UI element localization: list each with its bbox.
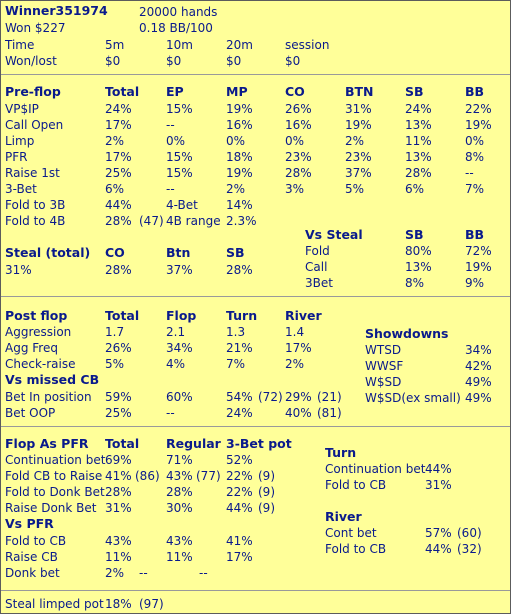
vs-steal-col-sb: SB bbox=[405, 227, 424, 242]
postflop-col-flop: Flop bbox=[166, 308, 197, 323]
fold-cb-raise-3bet: 22% bbox=[226, 469, 253, 483]
steal-limped-count: (97) bbox=[139, 597, 164, 611]
preflop-row-label: VP$IP bbox=[5, 102, 39, 116]
preflop-row-label: Limp bbox=[5, 134, 35, 148]
raise-donk-3bet: 44% bbox=[226, 501, 253, 515]
aggression-river: 1.4 bbox=[285, 325, 305, 339]
agg-freq-total: 26% bbox=[105, 341, 132, 355]
four-bet-value: 14% bbox=[226, 198, 253, 212]
divider bbox=[1, 74, 510, 75]
raise-cb-total: 11% bbox=[105, 550, 132, 564]
fold-cb-raise-regular: 43% bbox=[166, 469, 193, 483]
cbet-total: 69% bbox=[105, 453, 132, 467]
player-name: Winner351974 bbox=[5, 3, 108, 18]
raise-cb-regular: 11% bbox=[166, 550, 193, 564]
bb-per-100: 0.18 BB/100 bbox=[139, 21, 213, 35]
cbet-regular: 71% bbox=[166, 453, 193, 467]
fold-to-4b-label: Fold to 4B bbox=[5, 214, 66, 228]
preflop-row-total: 17% bbox=[105, 118, 132, 132]
four-bet-range-label: 4B range bbox=[166, 214, 221, 228]
bet-oop-total: 25% bbox=[105, 406, 132, 420]
aggression-flop: 2.1 bbox=[166, 325, 186, 339]
preflop-row-mp: 19% bbox=[226, 166, 253, 180]
fold-cb-raise-3bet-count: (9) bbox=[258, 469, 275, 483]
preflop-row-bb: 8% bbox=[465, 150, 485, 164]
preflop-col-btn: BTN bbox=[345, 84, 374, 99]
vs-steal-call-sb: 13% bbox=[405, 260, 432, 274]
fold-to-4b-count: (47) bbox=[139, 214, 164, 228]
fold-donk-3bet-count: (9) bbox=[258, 485, 275, 499]
divider bbox=[1, 590, 510, 591]
steal-co-value: 28% bbox=[105, 263, 132, 277]
steal-limped-value: 18% bbox=[105, 597, 132, 611]
vs-steal-3bet-sb: 8% bbox=[405, 276, 425, 290]
vs-missed-cb-title: Vs missed CB bbox=[5, 372, 100, 387]
preflop-row-co: 26% bbox=[285, 102, 312, 116]
preflop-row-co: 28% bbox=[285, 166, 312, 180]
time-label: Time bbox=[5, 38, 35, 52]
bet-ip-turn-count: (72) bbox=[258, 390, 283, 404]
preflop-row-ep: -- bbox=[166, 118, 175, 132]
aggression-total: 1.7 bbox=[105, 325, 125, 339]
steal-col-btn: Btn bbox=[166, 245, 191, 260]
bet-ip-total: 59% bbox=[105, 390, 132, 404]
vs-steal-3bet-label: 3Bet bbox=[305, 276, 333, 290]
river-fold-cb-count: (32) bbox=[457, 542, 482, 556]
check-raise-flop: 4% bbox=[166, 357, 186, 371]
preflop-row-bb: 22% bbox=[465, 102, 492, 116]
preflop-row-mp: 2% bbox=[226, 182, 246, 196]
river-cont-bet-value: 57% bbox=[425, 526, 452, 540]
agg-freq-turn: 21% bbox=[226, 341, 253, 355]
fold-to-3b-value: 44% bbox=[105, 198, 132, 212]
preflop-row-ep: -- bbox=[166, 182, 175, 196]
river-fold-cb-label: Fold to CB bbox=[325, 542, 387, 556]
preflop-row-co: 23% bbox=[285, 150, 312, 164]
preflop-col-ep: EP bbox=[166, 84, 184, 99]
river-title: River bbox=[325, 509, 362, 524]
steal-btn-value: 37% bbox=[166, 263, 193, 277]
hands-count: 20000 hands bbox=[139, 5, 218, 19]
check-raise-total: 5% bbox=[105, 357, 125, 371]
preflop-col-total: Total bbox=[105, 84, 140, 99]
preflop-row-ep: 15% bbox=[166, 166, 193, 180]
fold-donk-3bet: 22% bbox=[226, 485, 253, 499]
time-col-20m: 20m bbox=[226, 38, 253, 52]
agg-freq-river: 17% bbox=[285, 341, 312, 355]
preflop-row-label: PFR bbox=[5, 150, 28, 164]
vs-steal-col-bb: BB bbox=[465, 227, 485, 242]
fold-donk-label: Fold to Donk Bet bbox=[5, 485, 105, 499]
raise-donk-3bet-count: (9) bbox=[258, 501, 275, 515]
fold-to-cb-regular: 43% bbox=[166, 534, 193, 548]
steal-col-co: CO bbox=[105, 245, 125, 260]
fold-cb-raise-total-count: (86) bbox=[135, 469, 160, 483]
divider bbox=[1, 296, 510, 297]
fold-cb-raise-regular-count: (77) bbox=[196, 469, 221, 483]
preflop-row-bb: 19% bbox=[465, 118, 492, 132]
postflop-col-turn: Turn bbox=[226, 308, 258, 323]
raise-cb-label: Raise CB bbox=[5, 550, 58, 564]
steal-title: Steal (total) bbox=[5, 245, 91, 260]
fold-donk-total: 28% bbox=[105, 485, 132, 499]
postflop-title: Post flop bbox=[5, 308, 68, 323]
preflop-row-sb: 24% bbox=[405, 102, 432, 116]
preflop-row-total: 25% bbox=[105, 166, 132, 180]
fold-to-4b-value: 28% bbox=[105, 214, 132, 228]
check-raise-label: Check-raise bbox=[5, 357, 76, 371]
bet-oop-label: Bet OOP bbox=[5, 406, 56, 420]
preflop-row-label: Raise 1st bbox=[5, 166, 60, 180]
river-cont-bet-count: (60) bbox=[457, 526, 482, 540]
preflop-row-btn: 37% bbox=[345, 166, 372, 180]
four-bet-range-value: 2.3% bbox=[226, 214, 257, 228]
raise-cb-3bet: 17% bbox=[226, 550, 253, 564]
divider bbox=[1, 426, 510, 427]
preflop-row-total: 6% bbox=[105, 182, 125, 196]
steal-limped-label: Steal limped pot bbox=[5, 597, 104, 611]
flop-pfr-col-total: Total bbox=[105, 436, 140, 451]
bet-ip-flop: 60% bbox=[166, 390, 193, 404]
postflop-col-river: River bbox=[285, 308, 322, 323]
turn-title: Turn bbox=[325, 445, 357, 460]
bet-oop-flop: -- bbox=[166, 406, 175, 420]
preflop-row-total: 17% bbox=[105, 150, 132, 164]
preflop-col-mp: MP bbox=[226, 84, 248, 99]
preflop-row-bb: 0% bbox=[465, 134, 485, 148]
aggression-turn: 1.3 bbox=[226, 325, 246, 339]
preflop-row-co: 16% bbox=[285, 118, 312, 132]
preflop-row-mp: 16% bbox=[226, 118, 253, 132]
river-cont-bet-label: Cont bet bbox=[325, 526, 377, 540]
wonlost-session: $0 bbox=[285, 54, 301, 68]
preflop-col-bb: BB bbox=[465, 84, 485, 99]
preflop-col-co: CO bbox=[285, 84, 305, 99]
time-col-5m: 5m bbox=[105, 38, 125, 52]
preflop-row-ep: 15% bbox=[166, 150, 193, 164]
vs-steal-call-bb: 19% bbox=[465, 260, 492, 274]
bet-ip-river-count: (21) bbox=[317, 390, 342, 404]
vs-steal-3bet-bb: 9% bbox=[465, 276, 485, 290]
preflop-row-total: 24% bbox=[105, 102, 132, 116]
preflop-row-co: 3% bbox=[285, 182, 305, 196]
fold-to-cb-label: Fold to CB bbox=[5, 534, 67, 548]
preflop-row-sb: 6% bbox=[405, 182, 425, 196]
wtsd-value: 34% bbox=[465, 343, 492, 357]
flop-pfr-col-regular: Regular bbox=[166, 436, 221, 451]
agg-freq-flop: 34% bbox=[166, 341, 193, 355]
preflop-row-mp: 19% bbox=[226, 102, 253, 116]
fold-donk-regular: 28% bbox=[166, 485, 193, 499]
preflop-row-co: 0% bbox=[285, 134, 305, 148]
preflop-row-btn: 23% bbox=[345, 150, 372, 164]
preflop-row-ep: 0% bbox=[166, 134, 186, 148]
vs-steal-fold-label: Fold bbox=[305, 244, 330, 258]
preflop-row-sb: 11% bbox=[405, 134, 432, 148]
preflop-row-bb: 7% bbox=[465, 182, 485, 196]
preflop-row-btn: 5% bbox=[345, 182, 365, 196]
turn-cbet-label: Continuation bet bbox=[325, 462, 426, 476]
preflop-row-mp: 0% bbox=[226, 134, 246, 148]
wonlost-20m: $0 bbox=[226, 54, 242, 68]
cbet-label: Continuation bet bbox=[5, 453, 106, 467]
time-col-10m: 10m bbox=[166, 38, 193, 52]
bet-ip-label: Bet In position bbox=[5, 390, 92, 404]
preflop-row-sb: 13% bbox=[405, 118, 432, 132]
donk-bet-3bet: -- bbox=[199, 566, 208, 580]
river-fold-cb-value: 44% bbox=[425, 542, 452, 556]
vs-pfr-title: Vs PFR bbox=[5, 516, 54, 531]
preflop-row-mp: 18% bbox=[226, 150, 253, 164]
preflop-col-sb: SB bbox=[405, 84, 424, 99]
fold-to-cb-3bet: 41% bbox=[226, 534, 253, 548]
preflop-title: Pre-flop bbox=[5, 84, 61, 99]
wwsf-value: 42% bbox=[465, 359, 492, 373]
bet-ip-river: 29% bbox=[285, 390, 312, 404]
preflop-row-sb: 28% bbox=[405, 166, 432, 180]
aggression-label: Aggression bbox=[5, 325, 72, 339]
check-raise-river: 2% bbox=[285, 357, 305, 371]
donk-bet-regular: -- bbox=[139, 566, 148, 580]
bet-oop-river: 40% bbox=[285, 406, 312, 420]
wsd-ex-small-label: W$SD(ex small) bbox=[365, 391, 461, 405]
flop-pfr-col-3bet-pot: 3-Bet pot bbox=[226, 436, 292, 451]
wsd-value: 49% bbox=[465, 375, 492, 389]
preflop-row-btn: 31% bbox=[345, 102, 372, 116]
bet-oop-turn: 24% bbox=[226, 406, 253, 420]
steal-total-value: 31% bbox=[5, 263, 32, 277]
raise-donk-total: 31% bbox=[105, 501, 132, 515]
time-col-session: session bbox=[285, 38, 330, 52]
preflop-row-btn: 2% bbox=[345, 134, 365, 148]
fold-to-3b-label: Fold to 3B bbox=[5, 198, 66, 212]
fold-cb-raise-total: 41% bbox=[105, 469, 132, 483]
preflop-row-total: 2% bbox=[105, 134, 125, 148]
preflop-row-ep: 15% bbox=[166, 102, 193, 116]
agg-freq-label: Agg Freq bbox=[5, 341, 58, 355]
wwsf-label: WWSF bbox=[365, 359, 404, 373]
bet-oop-river-count: (81) bbox=[317, 406, 342, 420]
wonlost-label: Won/lost bbox=[5, 54, 57, 68]
donk-bet-label: Donk bet bbox=[5, 566, 60, 580]
fold-to-cb-total: 43% bbox=[105, 534, 132, 548]
wsd-ex-small-value: 49% bbox=[465, 391, 492, 405]
four-bet-label: 4-Bet bbox=[166, 198, 198, 212]
check-raise-turn: 7% bbox=[226, 357, 246, 371]
postflop-col-total: Total bbox=[105, 308, 140, 323]
vs-steal-title: Vs Steal bbox=[305, 227, 363, 242]
flop-pfr-title: Flop As PFR bbox=[5, 436, 89, 451]
raise-donk-regular: 30% bbox=[166, 501, 193, 515]
cbet-3bet-pot: 52% bbox=[226, 453, 253, 467]
won-amount: Won $227 bbox=[5, 21, 66, 35]
preflop-row-label: 3-Bet bbox=[5, 182, 37, 196]
turn-fold-cb-label: Fold to CB bbox=[325, 478, 387, 492]
raise-donk-label: Raise Donk Bet bbox=[5, 501, 97, 515]
preflop-row-label: Call Open bbox=[5, 118, 64, 132]
preflop-row-sb: 13% bbox=[405, 150, 432, 164]
turn-fold-cb-value: 31% bbox=[425, 478, 452, 492]
showdowns-title: Showdowns bbox=[365, 326, 449, 341]
vs-steal-fold-bb: 72% bbox=[465, 244, 492, 258]
vs-steal-call-label: Call bbox=[305, 260, 328, 274]
preflop-row-btn: 19% bbox=[345, 118, 372, 132]
steal-col-sb: SB bbox=[226, 245, 245, 260]
turn-cbet-value: 44% bbox=[425, 462, 452, 476]
fold-cb-raise-label: Fold CB to Raise bbox=[5, 469, 103, 483]
wtsd-label: WTSD bbox=[365, 343, 402, 357]
donk-bet-total: 2% bbox=[105, 566, 125, 580]
wonlost-10m: $0 bbox=[166, 54, 182, 68]
preflop-row-bb: -- bbox=[465, 166, 474, 180]
wonlost-5m: $0 bbox=[105, 54, 121, 68]
steal-sb-value: 28% bbox=[226, 263, 253, 277]
vs-steal-fold-sb: 80% bbox=[405, 244, 432, 258]
wsd-label: W$SD bbox=[365, 375, 402, 389]
bet-ip-turn: 54% bbox=[226, 390, 253, 404]
